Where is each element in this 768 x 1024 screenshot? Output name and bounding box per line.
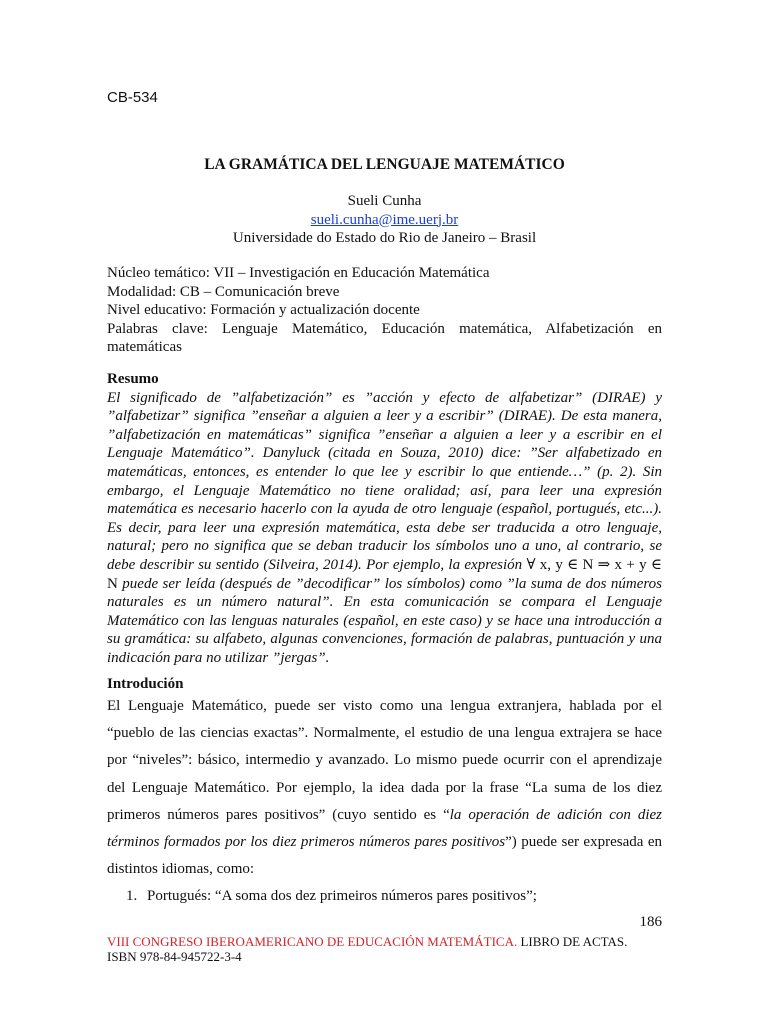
introduction-text bbox=[107, 693, 662, 883]
footer-congress: VIII CONGRESO IBEROAMERICANO DE EDUCACIÓN MATEMÁTICA. bbox=[107, 934, 518, 949]
abstract-text bbox=[107, 389, 662, 668]
abstract-part1: El significado de ”alfabetización” es ”acción y efecto de alfabetizar” (DIRAE) y ”alfabetizar” significa ”enseñar a alguien a leer y a escribir” (DIRAE). De esta manera, ”alfabetización en matemáticas” significa ”enseñar a alguien a leer y a escribir en el Lenguaje Matemático”. Danyluck (citada en Souza, 2010) dice: ”Ser alfabetizado en matemáticas, entonces, es entender lo que lee y escribir lo que entiende…” (p. 2). Sin embargo, el Lenguaje Matemático no tiene oralidad; así, para leer una expresión matemática es necesario hacerlo con la ayuda de otro lenguaje (español, portugués, etc...). Es decir, para leer una expresión matemática, esta debe ser traducida a otro lenguaje, natural; pero no significa que se deban traducir los símbolos uno a uno, al contrario, se debe describir su sentido (Silveira, 2014). Por ejemplo, la expresión bbox=[107, 389, 662, 573]
paper-code: CB-534 bbox=[107, 89, 158, 106]
meta-modalidad: Modalidad: CB – Comunicación breve bbox=[107, 283, 340, 300]
page-number: 186 bbox=[639, 914, 662, 930]
meta-keywords-line2: matemáticas bbox=[107, 339, 182, 355]
intro-part2: ”) puede ser expresada en distintos idiomas, como: bbox=[107, 834, 662, 878]
abstract-part2: puede ser leída (después de ”decodificar” los símbolos) como ”la suma de dos números naturales es un número natural”. En esta comunicación se compara el Lenguaje Matemático con las lenguas naturales (español, en este caso) y se hace una introducción a su gramática: su alfabeto, algunas convenciones, formación de palabras, puntuación y una indicación para no utilizar ”jergas”. bbox=[107, 575, 662, 666]
page-footer bbox=[107, 934, 627, 964]
introduction-section bbox=[107, 676, 662, 910]
paper-metadata bbox=[107, 264, 662, 357]
list-item: 1. Portugués: “A soma dos dez primeiros números pares positivos”; bbox=[141, 883, 662, 910]
meta-nucleo: Núcleo temático: VII – Investigación en Educación Matemática bbox=[107, 265, 490, 281]
author-block bbox=[107, 192, 662, 248]
paper-title: LA GRAMÁTICA DEL LENGUAJE MATEMÁTICO bbox=[204, 156, 565, 173]
footer-book: LIBRO DE ACTAS. bbox=[517, 934, 628, 949]
footer-isbn: ISBN 978-84-945722-3-4 bbox=[107, 949, 242, 964]
abstract-formula: ∀ x, y ∈ N ⇒ x + y ∈ N bbox=[107, 556, 662, 592]
author-affiliation: Universidade do Estado do Rio de Janeiro – Brasil bbox=[232, 230, 537, 246]
author-email-link[interactable]: sueli.cunha@ime.uerj.br bbox=[310, 211, 459, 228]
language-list bbox=[107, 883, 662, 910]
abstract-heading: Resumo bbox=[107, 371, 159, 387]
meta-keywords-line1: Palabras clave: Lenguaje Matemático, Educación matemática, Alfabetización en bbox=[107, 320, 662, 337]
abstract-section bbox=[107, 370, 662, 668]
author-name: Sueli Cunha bbox=[347, 193, 422, 209]
intro-part1: El Lenguaje Matemático, puede ser visto como una lengua extranjera, hablada por el “pueblo de las ciencias exactas”. Normalmente, el estudio de una lengua extrajera se hace por “niveles”: básico, intermedio y avanzado. Lo mismo puede ocurrir con el aprendizaje del Lenguaje Matemático. Por ejemplo, la idea dada por la frase “La suma de los diez primeros números pares positivos” (cuyo sentido es “ bbox=[107, 698, 662, 823]
intro-emphasis: la operación de adición con diez términos formados por los diez primeros números pares positivos bbox=[107, 806, 662, 851]
meta-nivel: Nivel educativo: Formación y actualización docente bbox=[107, 302, 420, 318]
introduction-heading: Introdución bbox=[107, 676, 184, 692]
